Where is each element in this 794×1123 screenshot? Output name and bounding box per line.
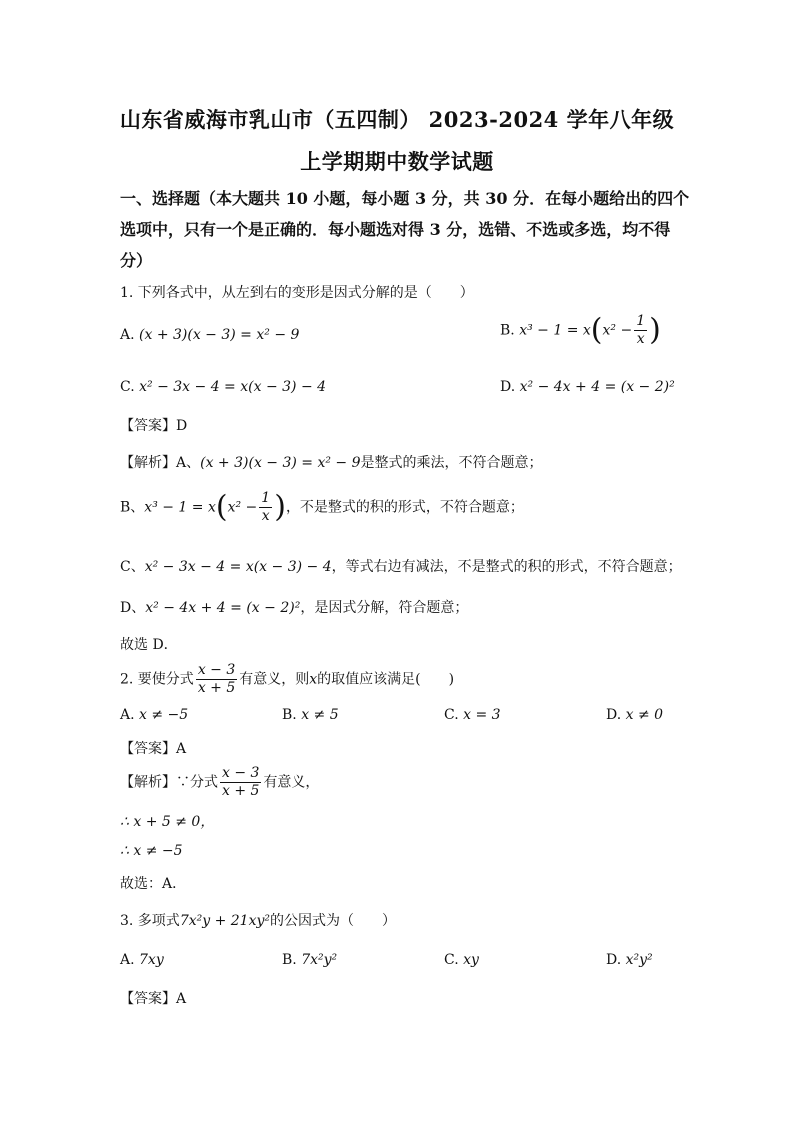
section-heading-line3: 分） bbox=[120, 251, 153, 270]
q1-answer: 【答案】D bbox=[120, 418, 188, 434]
q2-step2: ∴ x ≠ −5 bbox=[120, 843, 183, 859]
q2-stem: 2. 要使分式 $\frac{x - 3}{x + 5}$ 有意义，则x的取值应该满足( ) bbox=[120, 662, 455, 696]
q1-option-d bbox=[500, 379, 675, 395]
q2-option-b: B. x ≠ 5 bbox=[282, 707, 339, 723]
option-expression: (x + 3)(x − 3) = x² − 9 bbox=[139, 327, 300, 343]
q3-option-d: D. x²y² bbox=[606, 952, 653, 968]
q1-option-b: B. x³ − 1 = x(x² − $\frac{1}{x}$ ) bbox=[500, 312, 661, 348]
option-label: A. bbox=[120, 327, 135, 343]
q2-explanation: 【解析】∵分式 $\frac{x - 3}{x + 5}$ 有意义， bbox=[120, 765, 320, 799]
section-heading-line1: 一、选择题（本大题共 10 小题，每小题 3 分，共 30 分．在每小题给出的四个 bbox=[120, 189, 690, 208]
document-title-line1: 山东省威海市乳山市（五四制） 2023-2024 学年八年级 bbox=[119, 107, 675, 132]
option-label: C. bbox=[120, 379, 135, 395]
q2-answer: 【答案】A bbox=[120, 741, 187, 757]
fraction: $\frac{x - 3}{x + 5}$ bbox=[222, 765, 260, 799]
q1-explanation-c: C、x² − 3x − 4 = x(x − 3) − 4，等式右边有减法，不是整式的积的形式，不符合题意； bbox=[120, 559, 682, 575]
option-label: D. bbox=[500, 379, 516, 395]
fraction: $\frac{x - 3}{x + 5}$ bbox=[197, 662, 236, 696]
q1-explanation-b: B、x³ − 1 = x(x² − $\frac{1}{x}$ )，不是整式的积的形式，不符合题意； bbox=[120, 489, 524, 525]
q3-option-b: B. 7x²y² bbox=[282, 952, 338, 968]
q2-step1: ∴ x + 5 ≠ 0， bbox=[120, 814, 215, 830]
q3-answer: 【答案】A bbox=[120, 991, 187, 1007]
q2-option-c: C. x = 3 bbox=[444, 707, 501, 723]
q3-option-a: A. 7xy bbox=[120, 952, 164, 968]
option-expression: x² − 4x + 4 = (x − 2)² bbox=[519, 379, 675, 395]
q1-stem: 1. 下列各式中，从左到右的变形是因式分解的是（ ） bbox=[120, 285, 474, 301]
q1-option-c bbox=[120, 379, 326, 395]
q1-option-a bbox=[120, 327, 299, 343]
q1-conclusion: 故选 D． bbox=[120, 637, 178, 653]
q1-explanation-a: 【解析】A、(x + 3)(x − 3) = x² − 9是整式的乘法，不符合题意； bbox=[120, 455, 543, 471]
document-title-line2: 上学期期中数学试题 bbox=[300, 149, 494, 174]
fraction: $\frac{1}{x}$ bbox=[636, 313, 646, 347]
section-heading-line2: 选项中，只有一个是正确的．每小题选对得 3 分，选错、不选或多选，均不得 bbox=[120, 220, 671, 239]
q2-option-d: D. x ≠ 0 bbox=[606, 707, 664, 723]
q2-conclusion: 故选：A． bbox=[120, 876, 187, 892]
fraction: $\frac{1}{x}$ bbox=[261, 490, 271, 524]
q3-option-c: C. xy bbox=[444, 952, 479, 968]
option-expression: x² − 3x − 4 = x(x − 3) − 4 bbox=[139, 379, 327, 395]
q1-explanation-d: D、x² − 4x + 4 = (x − 2)²，是因式分解，符合题意； bbox=[120, 600, 469, 616]
q2-option-a: A. x ≠ −5 bbox=[120, 707, 189, 723]
option-expression-left: x³ − 1 = x bbox=[519, 322, 591, 339]
option-label: B. bbox=[500, 322, 515, 339]
option-expression-inner: x² − bbox=[602, 322, 633, 339]
q3-stem: 3. 多项式7x²y + 21xy²的公因式为（ ） bbox=[120, 913, 396, 929]
